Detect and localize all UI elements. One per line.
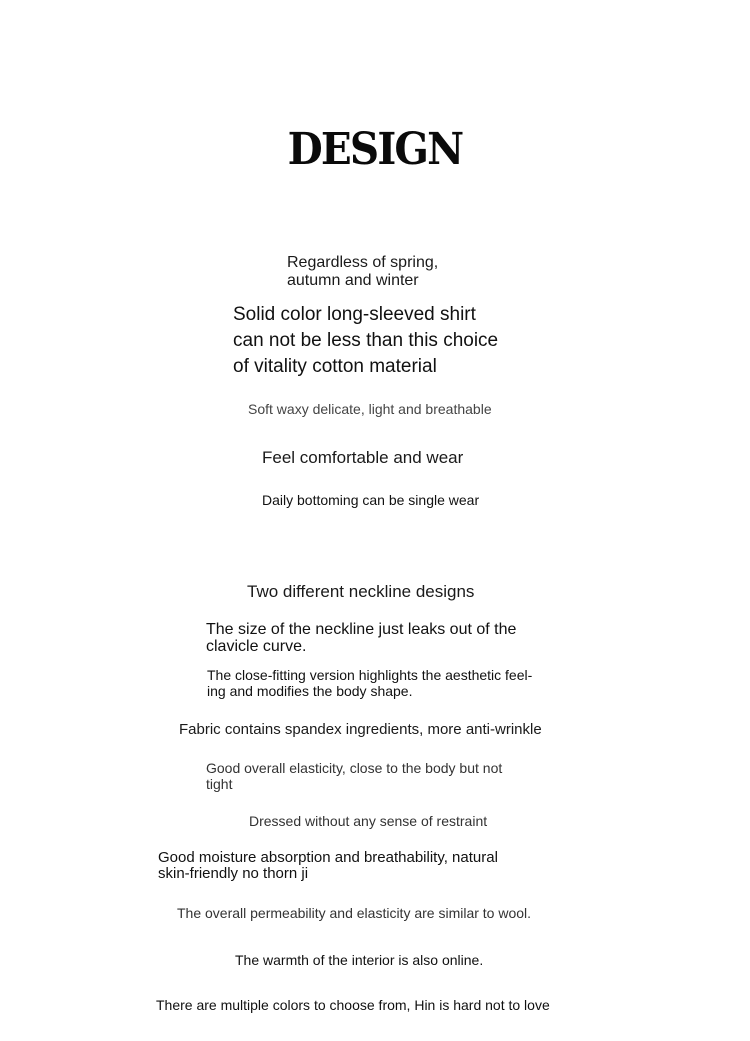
- soft-text: Soft waxy delicate, light and breathable: [248, 401, 492, 417]
- shirt-intro-text: Solid color long-sleeved shirt can not be less than this choice of vitality cotton material: [233, 304, 499, 377]
- neckline-size-text: The size of the neckline just leaks out of the clavicle curve.: [206, 621, 517, 655]
- daily-text: Daily bottoming can be single wear: [262, 492, 480, 508]
- moisture-text: Good moisture absorption and breathability, natural skin-friendly no thorn ji: [158, 849, 498, 882]
- season-text: Regardless of spring, autumn and winter: [287, 254, 439, 289]
- restraint-text: Dressed without any sense of restraint: [249, 813, 488, 829]
- permeability-text: The overall permeability and elasticity are similar to wool.: [177, 905, 532, 921]
- design-title: DESIGN: [287, 124, 463, 175]
- fabric-text: Fabric contains spandex ingredients, more anti-wrinkle: [179, 721, 542, 738]
- comfortable-text: Feel comfortable and wear: [262, 448, 464, 467]
- elasticity-text: Good overall elasticity, close to the body but not tight: [206, 760, 503, 792]
- colors-text: There are multiple colors to choose from, Hin is hard not to love: [156, 997, 550, 1013]
- close-fitting-text: The close-fitting version highlights the aesthetic feel- ing and modifies the body shape.: [207, 667, 533, 699]
- warmth-text: The warmth of the interior is also online.: [235, 952, 484, 968]
- neckline-heading: Two different neckline designs: [247, 582, 475, 601]
